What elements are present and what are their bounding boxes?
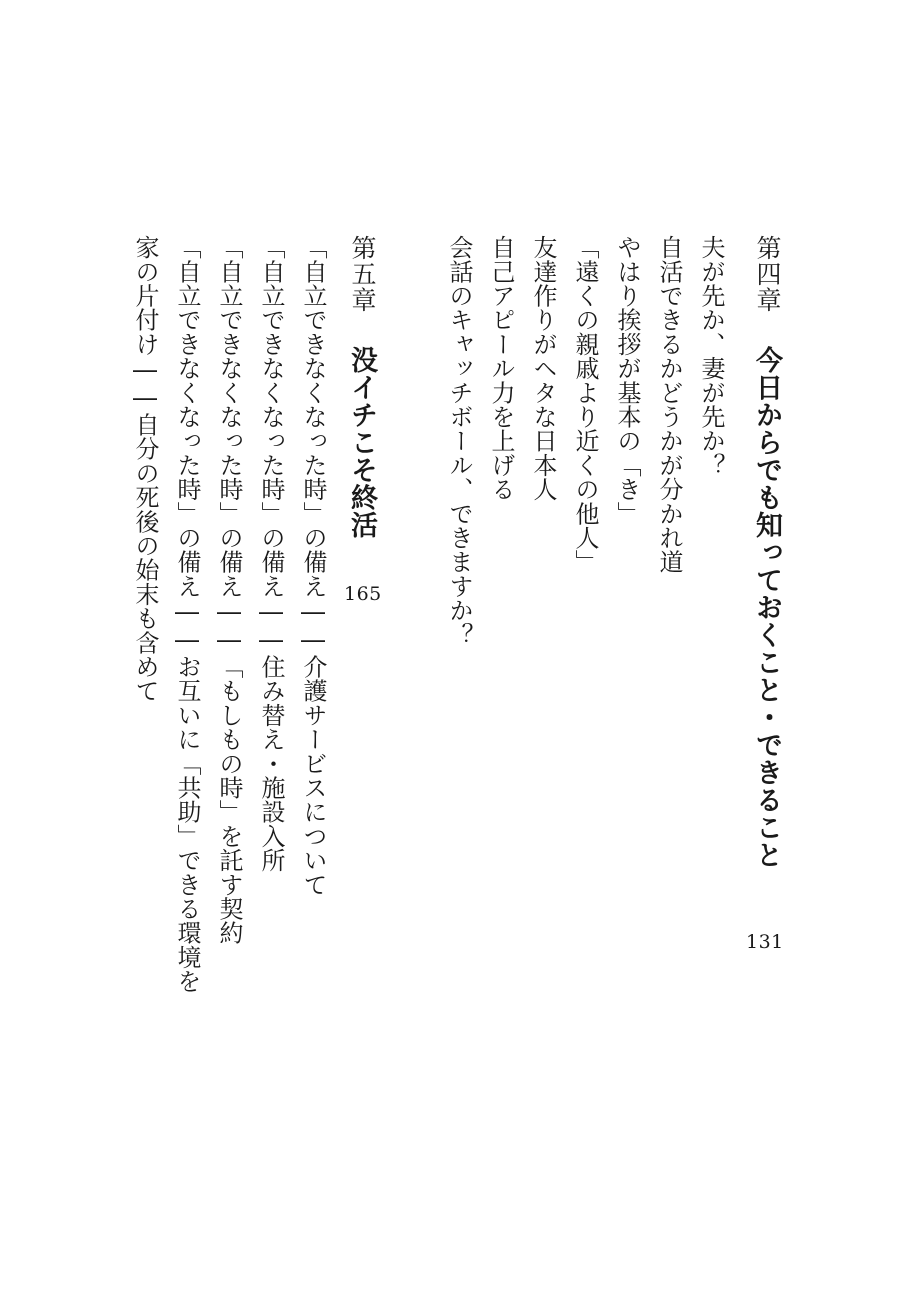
chapter4-entry-6: 自己アピール力を上げる (487, 235, 515, 502)
chapter4-entry-2: 自活できるかどうかが分かれ道 (655, 235, 683, 574)
chapter5-entry-2: 「自立できなくなった時」の備え――住み替え・施設入所 (257, 235, 285, 873)
chapter5-page-number: 165 (344, 583, 382, 605)
chapter4-entry-5: 友達作りがヘタな日本人 (529, 235, 557, 502)
chapter5-entry-5: 家の片付け――自分の死後の始末も含めて (131, 235, 159, 703)
chapter4-entry-7: 会話のキャッチボール、できますか？ (445, 235, 473, 647)
chapter5-entry-1: 「自立できなくなった時」の備え――介護サービスについて (299, 235, 327, 897)
chapter4-number: 第四章 (753, 235, 782, 313)
chapter5-entry-3: 「自立できなくなった時」の備え――「もしもの時」を託す契約 (215, 235, 243, 945)
chapter5-number: 第五章 (348, 235, 377, 313)
chapter5-title: 没イチこそ終活 (346, 346, 377, 539)
chapter4-entry-3: やはり挨拶が基本の「き」 (613, 235, 641, 526)
chapter4-entry-4: 「遠くの親戚より近くの他人」 (571, 235, 599, 574)
chapter4-title: 今日からでも知っておくこと・できること (751, 346, 782, 869)
chapter5-entry-4: 「自立できなくなった時」の備え――お互いに「共助」できる環境を (173, 235, 201, 994)
chapter4-entry-1: 夫が先か、妻が先か？ (697, 235, 725, 477)
chapter4-page-number: 131 (746, 931, 784, 953)
